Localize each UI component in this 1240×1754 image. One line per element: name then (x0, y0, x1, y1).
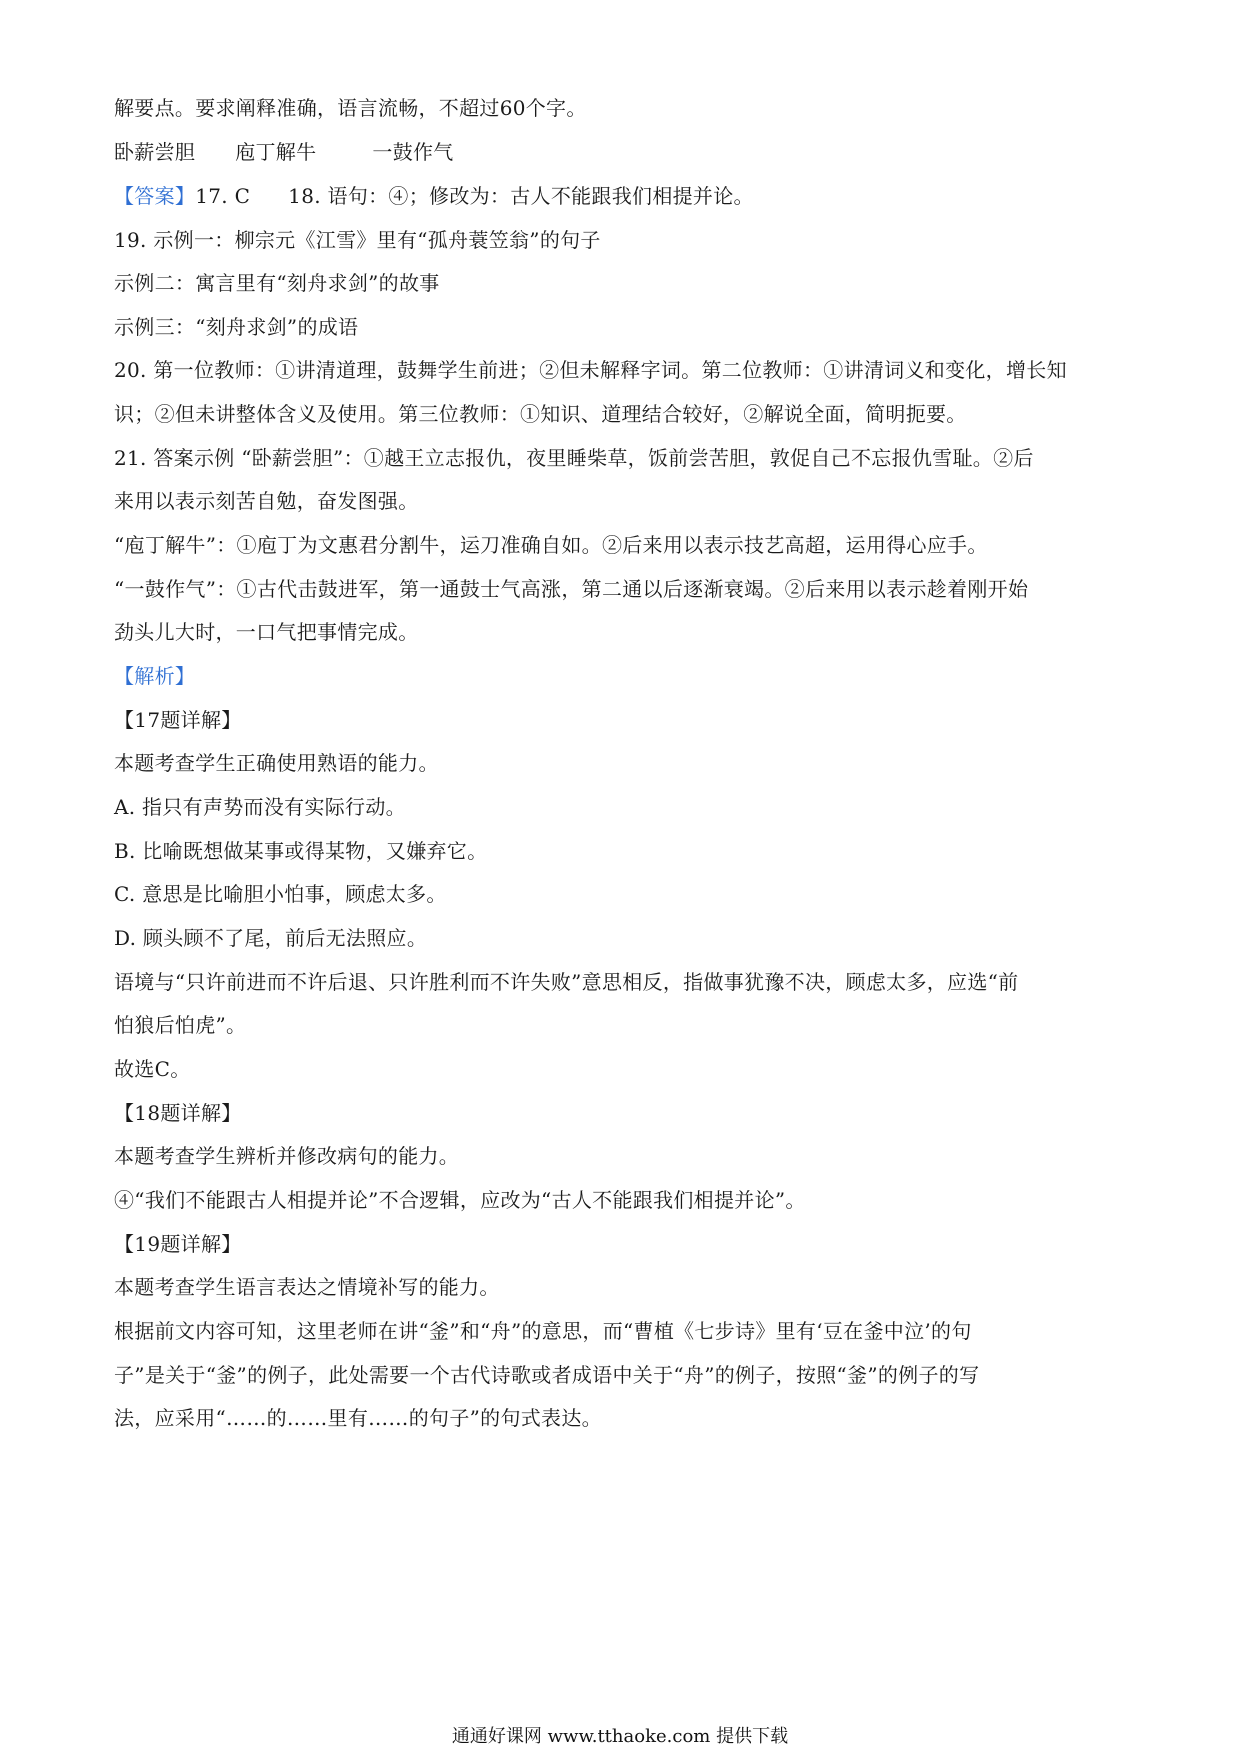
section-heading-17: 【17题详解】 (114, 708, 242, 732)
section-heading-18: 【18题详解】 (114, 1101, 242, 1125)
idiom-1: 卧薪尝胆 (114, 140, 196, 164)
paragraph-line: 解要点。要求阐释准确，语言流畅，不超过60个字。 (114, 96, 587, 120)
paragraph-line: ④“我们不能跟古人相提并论”不合逻辑，应改为“古人不能跟我们相提并论”。 (114, 1188, 806, 1212)
option-b: B. 比喻既想做某事或得某物，又嫌弃它。 (114, 839, 488, 863)
paragraph-line: 本题考查学生语言表达之情境补写的能力。 (114, 1275, 500, 1299)
paragraph-line: 20. 第一位教师：①讲清道理，鼓舞学生前进；②但未解释字词。第二位教师：①讲清词义和变化，增长知 (114, 358, 1067, 382)
paragraph-line: “庖丁解牛”：①庖丁为文惠君分割牛，运刀准确自如。②后来用以表示技艺高超，运用得心应手。 (114, 533, 988, 557)
page-footer: 通通好课网 www.tthaoke.com 提供下载 (451, 1726, 789, 1747)
answer-line (114, 183, 1130, 209)
section-heading-19: 【19题详解】 (114, 1232, 242, 1256)
paragraph-line: 本题考查学生正确使用熟语的能力。 (114, 751, 439, 775)
paragraph-line: 怕狼后怕虎”。 (114, 1013, 247, 1037)
paragraph-line: 法，应采用“……的……里有……的句子”的句式表达。 (114, 1406, 602, 1430)
answer-tag: 【答案】 (114, 184, 196, 208)
paragraph-line: 根据前文内容可知，这里老师在讲“釜”和“舟”的意思，而“曹植《七步诗》里有‘豆在釜中泣’的句 (114, 1319, 972, 1343)
paragraph-line: 子”是关于“釜”的例子，此处需要一个古代诗歌或者成语中关于“舟”的例子，按照“釜”的例子的写 (114, 1363, 980, 1387)
paragraph-line: 19. 示例一：柳宗元《江雪》里有“孤舟蓑笠翁”的句子 (114, 228, 601, 252)
answer-18: 18. 语句：④；修改为：古人不能跟我们相提并论。 (288, 184, 754, 208)
paragraph-line: 21. 答案示例 “卧薪尝胆”：①越王立志报仇，夜里睡柴草，饭前尝苦胆，敦促自己不忘报仇雪耻。②后 (114, 446, 1034, 470)
idiom-3: 一鼓作气 (372, 140, 454, 164)
idiom-2: 庖丁解牛 (235, 140, 317, 164)
option-c: C. 意思是比喻胆小怕事，顾虑太多。 (114, 882, 447, 906)
analysis-tag: 【解析】 (114, 664, 196, 688)
paragraph-line: 劲头儿大时，一口气把事情完成。 (114, 620, 419, 644)
idiom-list-line (114, 139, 1130, 165)
paragraph-line: 示例二：寓言里有“刻舟求剑”的故事 (114, 271, 440, 295)
paragraph-line: 语境与“只许前进而不许后退、只许胜利而不许失败”意思相反，指做事犹豫不决，顾虑太多，应选“前 (114, 970, 1019, 994)
option-d: D. 顾头顾不了尾，前后无法照应。 (114, 926, 428, 950)
paragraph-line: 示例三：“刻舟求剑”的成语 (114, 315, 359, 339)
answer-17: 17. C (195, 184, 251, 208)
paragraph-line: “一鼓作气”：①古代击鼓进军，第一通鼓士气高涨，第二通以后逐渐衰竭。②后来用以表示趁着刚开始 (114, 577, 1029, 601)
option-a: A. 指只有声势而没有实际行动。 (114, 795, 406, 819)
paragraph-line: 故选C。 (114, 1057, 191, 1081)
paragraph-line: 来用以表示刻苦自勉，奋发图强。 (114, 489, 419, 513)
paragraph-line: 识；②但未讲整体含义及使用。第三位教师：①知识、道理结合较好，②解说全面，简明扼要。 (114, 402, 967, 426)
paragraph-line: 本题考查学生辨析并修改病句的能力。 (114, 1144, 460, 1168)
